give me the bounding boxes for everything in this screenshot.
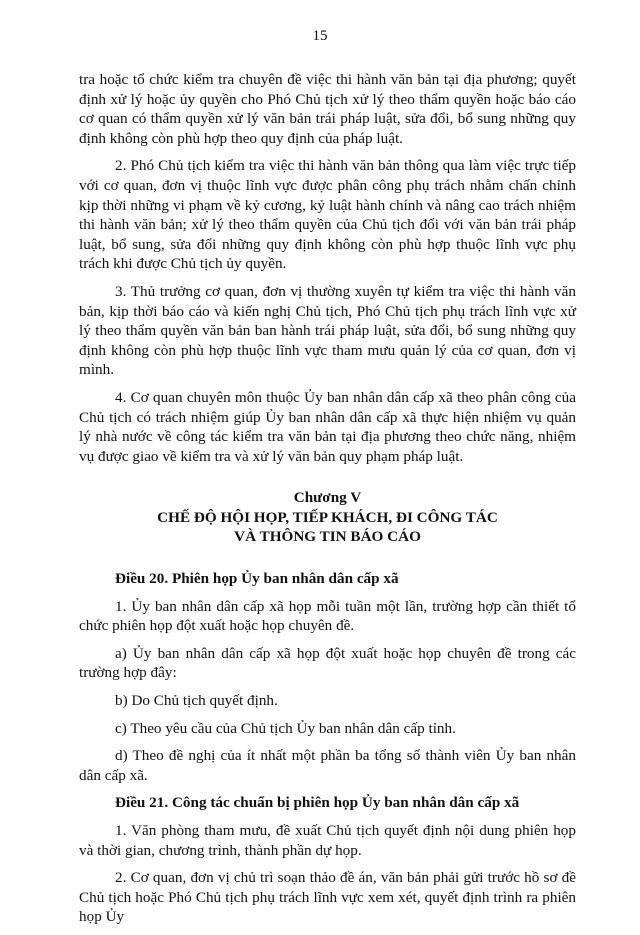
paragraph: a) Ủy ban nhân dân cấp xã họp đột xuất hoặc họp chuyên đề trong các trường hợp đây: (79, 644, 576, 682)
paragraph: 1. Văn phòng tham mưu, đề xuất Chủ tịch quyết định nội dung phiên họp và thời gian, chương trình, thành phần dự họp. (79, 822, 576, 859)
paragraph: tra hoặc tổ chức kiểm tra chuyên đề việc thi hành văn bản tại địa phương; quyết định xử lý hoặc ủy quyền cho Phó Chủ tịch xử lý theo thẩm quyền hoặc báo cáo cơ quan có thẩm quyền xử lý văn bản trái pháp luật, sửa đổi, bổ sung những quy định không còn phù hợp theo quy định của pháp luật. (79, 71, 576, 147)
chapter-title-line2: VÀ THÔNG TIN BÁO CÁO (234, 528, 421, 546)
paragraph: 2. Cơ quan, đơn vị chủ trì soạn thảo đề án, văn bản phải gửi trước hồ sơ đề Chủ tịch hoặc Phó Chủ tịch phụ trách lĩnh vực xem xét, quyết định trình ra phiên họp Ủy (79, 869, 576, 926)
paragraph: b) Do Chủ tịch quyết định. (115, 692, 278, 710)
page-number: 15 (312, 28, 328, 44)
paragraph: d) Theo đề nghị của ít nhất một phần ba tổng số thành viên Ủy ban nhân dân cấp xã. (79, 747, 576, 784)
paragraph: 2. Phó Chủ tịch kiểm tra việc thi hành văn bản thông qua làm việc trực tiếp với cơ quan, đơn vị thuộc lĩnh vực được phân công phụ trách nhằm chấn chỉnh kịp thời những vi phạm về kỷ cương, kỷ luật hành chính và nâng cao trách nhiệm thi hành văn bản; xử lý theo thẩm quyền của Chủ tịch đối với văn bản trái pháp luật, bổ sung, sửa đổi những quy định không còn phù hợp thuộc lĩnh vực phụ trách khi được Chủ tịch ủy quyền. (79, 157, 576, 273)
chapter-heading (79, 488, 576, 547)
paragraph: c) Theo yêu cầu của Chủ tịch Ủy ban nhân dân cấp tỉnh. (115, 719, 456, 737)
chapter-number: Chương V (293, 489, 362, 507)
chapter-title-line1: CHẾ ĐỘ HỘI HỌP, TIẾP KHÁCH, ĐI CÔNG TÁC (157, 508, 498, 526)
paragraph: 1. Ủy ban nhân dân cấp xã họp mỗi tuần một lần, trường hợp cần thiết tổ chức phiên họp đột xuất hoặc họp chuyên đề. (79, 597, 576, 635)
paragraph: 4. Cơ quan chuyên môn thuộc Ủy ban nhân dân cấp xã theo phân công của Chủ tịch có trách nhiệm giúp Ủy ban nhân dân cấp xã thực hiện nhiệm vụ quản lý nhà nước về công tác kiểm tra văn bản tại địa phương theo chức năng, nhiệm vụ được giao về kiểm tra và xử lý văn bản quy phạm pháp luật. (79, 388, 576, 465)
article-20-title: Điều 20. Phiên họp Ủy ban nhân dân cấp xã (115, 570, 399, 588)
article-21-title: Điều 21. Công tác chuẩn bị phiên họp Ủy ban nhân dân cấp xã (115, 794, 520, 812)
document-body (79, 70, 576, 935)
paragraph: 3. Thủ trưởng cơ quan, đơn vị thường xuyên tự kiểm tra việc thi hành văn bản, kịp thời báo cáo và kiến nghị Chủ tịch, Phó Chủ tịch phụ trách lĩnh vực xử lý theo thẩm quyền văn bản ban hành trái pháp luật, sửa đổi, bổ sung những quy định không còn phù hợp thuộc lĩnh vực tham mưu quản lý của cơ quan, đơn vị mình. (79, 282, 576, 379)
